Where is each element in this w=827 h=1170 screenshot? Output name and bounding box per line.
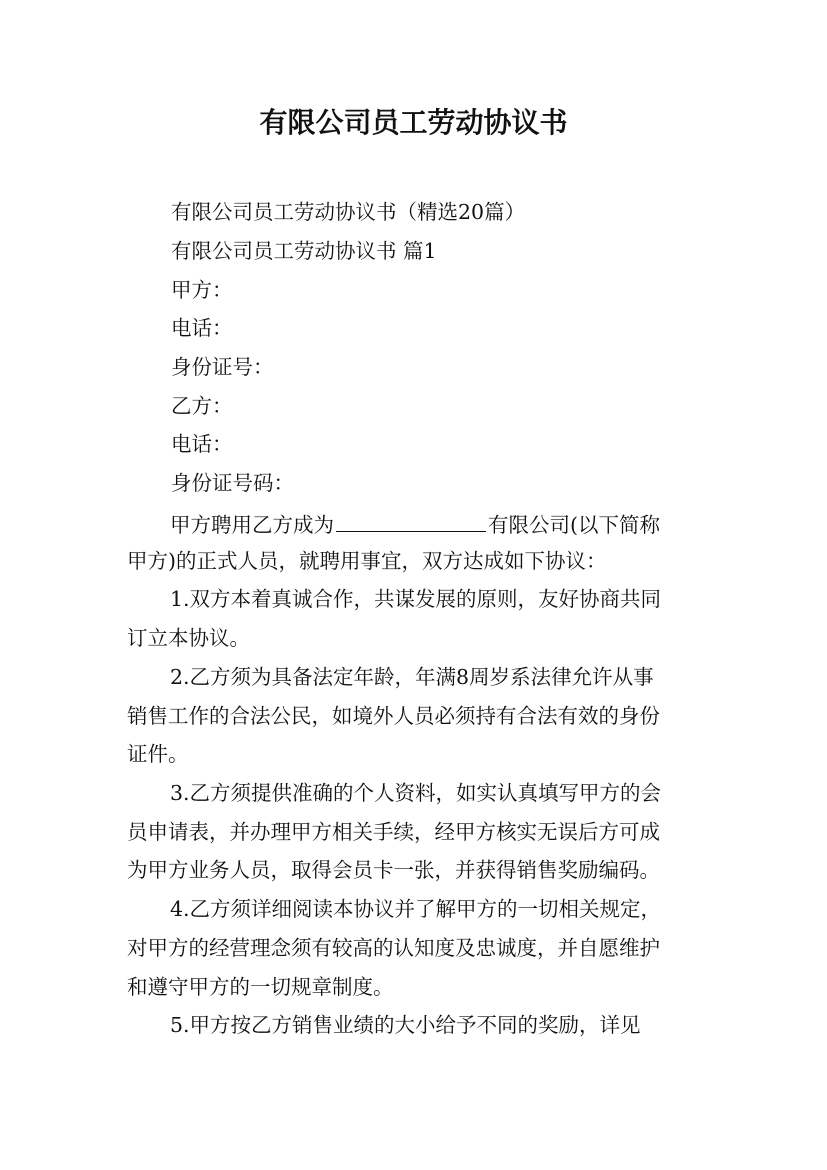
paragraph-line: 甲方)的正式人员，就聘用事宜，双方达成如下协议： [127,549,607,573]
clause-3-line: 为甲方业务人员，取得会员卡一张，并获得销售奖励编码。 [127,858,660,882]
intro-text-before: 甲方聘用乙方成为 [170,513,334,537]
document-title: 有限公司员工劳动协议书 [259,106,568,139]
party-a-label: 甲方： [171,278,233,302]
clause-3-line: 员申请表，并办理甲方相关手续，经甲方核实无误后方可成 [127,820,660,844]
clause-1-line: 1.双方本着真诚合作，共谋发展的原则，友好协商共同 [170,587,662,611]
company-name-blank [336,509,486,532]
clause-4-line: 4.乙方须详细阅读本协议并了解甲方的一切相关规定， [170,897,662,921]
clause-3-line: 3.乙方须提供准确的个人资料，如实认真填写甲方的会 [170,781,662,805]
clause-4-line: 和遵守甲方的一切规章制度。 [127,975,394,999]
clause-2-line: 证件。 [127,742,189,766]
clause-2-line: 销售工作的合法公民，如境外人员必须持有合法有效的身份 [127,704,660,728]
subtitle-line: 有限公司员工劳动协议书（精选20篇） [171,200,526,224]
party-b-id-label: 身份证号码： [171,471,294,495]
section-heading: 有限公司员工劳动协议书 篇1 [171,239,437,263]
party-a-id-label: 身份证号： [171,355,274,379]
party-b-label: 乙方： [171,394,233,418]
intro-text-after: 有限公司(以下简称 [488,513,660,537]
party-b-phone-label: 电话： [171,432,233,456]
party-a-phone-label: 电话： [171,316,233,340]
clause-4-line: 对甲方的经营理念须有较高的认知度及忠诚度，并自愿维护 [127,936,660,960]
paragraph-intro-line [170,509,660,538]
clause-2-line: 2.乙方须为具备法定年龄，年满8周岁系法律允许从事 [170,665,654,689]
clause-5-line: 5.甲方按乙方销售业绩的大小给予不同的奖励，详见 [170,1013,641,1037]
clause-1-line: 订立本协议。 [127,626,250,650]
